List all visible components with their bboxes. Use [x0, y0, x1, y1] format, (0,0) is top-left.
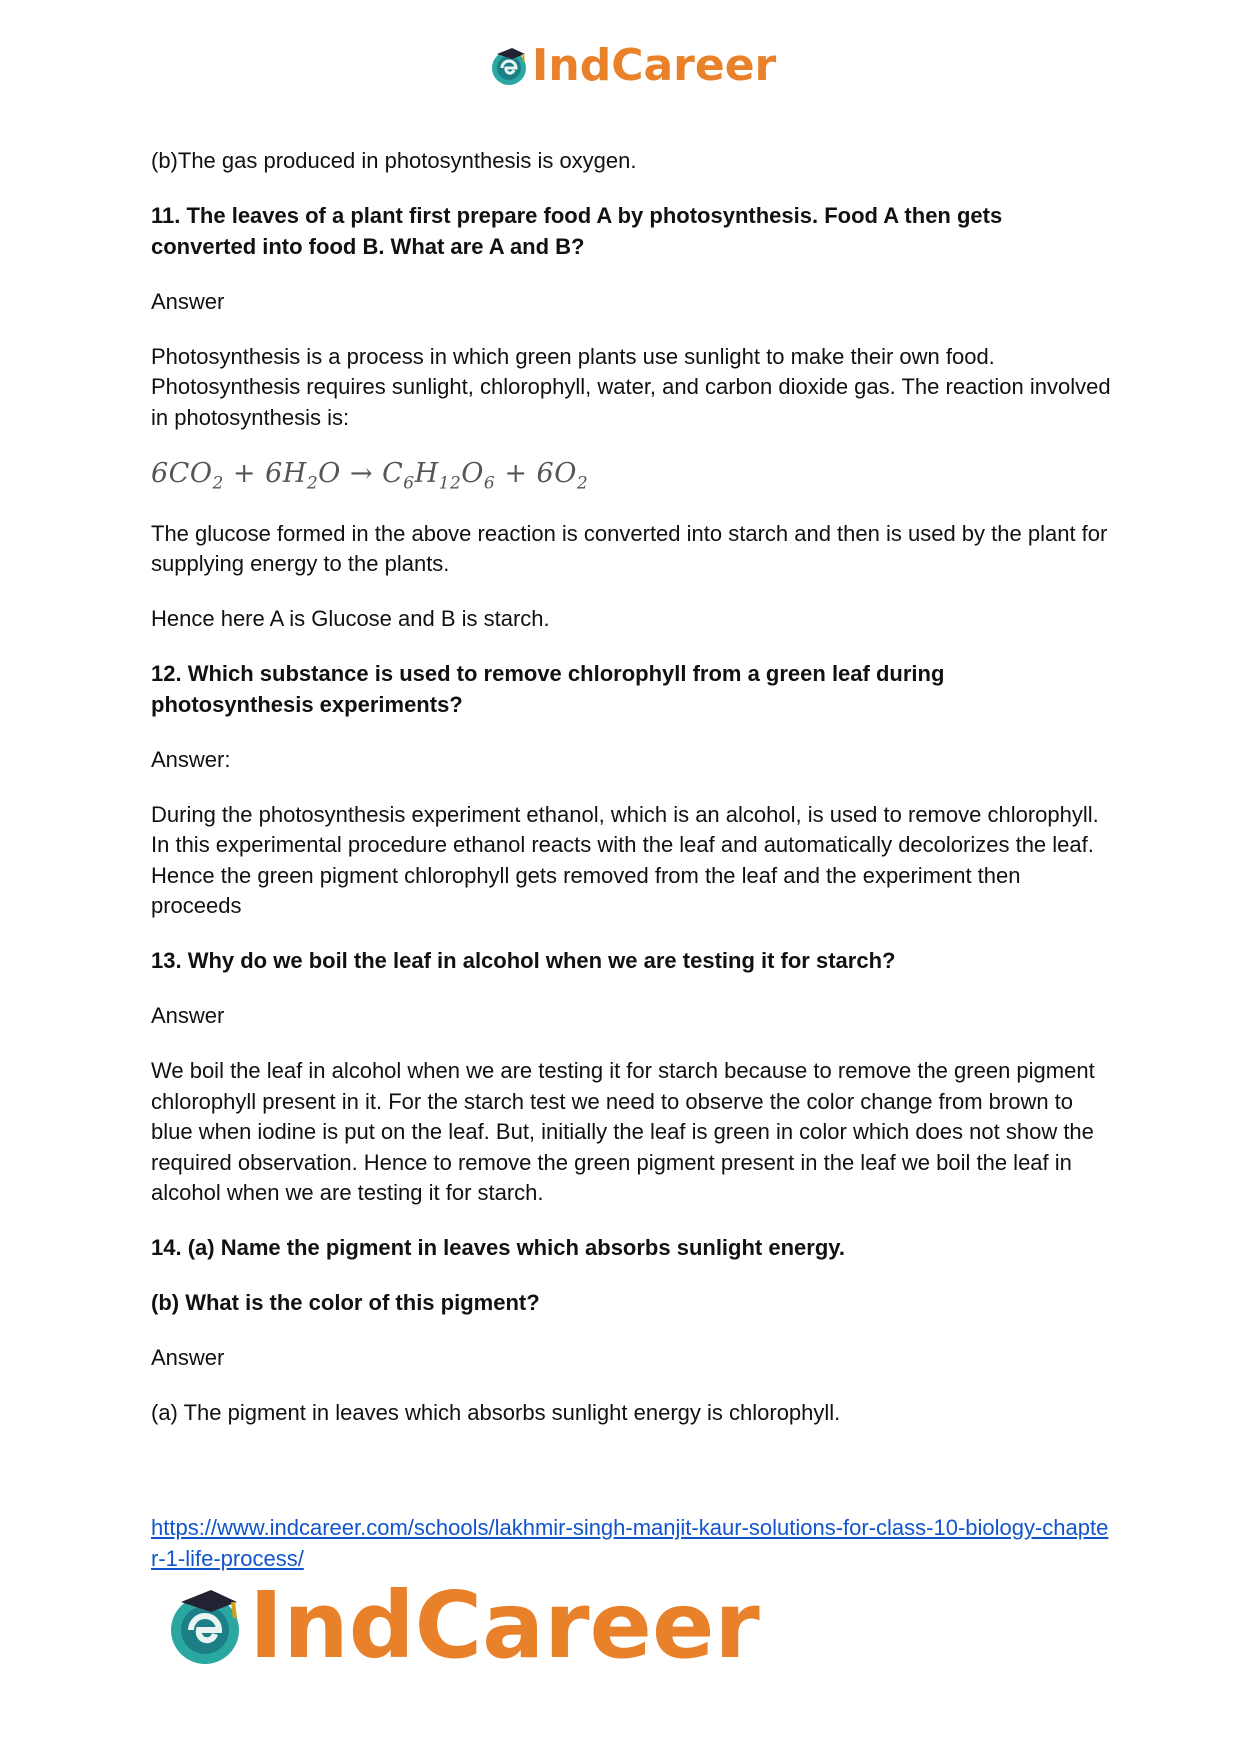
question-12: 12. Which substance is used to remove chlorophyll from a green leaf during photosynthesis experiments?: [151, 661, 945, 717]
answer-text: During the photosynthesis experiment ethanol, which is an alcohol, is used to remove chlorophyll. In this experimental procedure ethanol reacts with the leaf and automatically decolorizes the leaf. Hence the green pigment chlorophyll gets removed from the leaf and the experiment then proceeds: [151, 801, 1099, 919]
answer-text: Hence here A is Glucose and B is starch.: [151, 606, 550, 632]
footer-logo: [163, 1572, 760, 1679]
answer-text: (b)The gas produced in photosynthesis is oxygen.: [151, 148, 637, 173]
answer-text: The glucose formed in the above reaction is converted into starch and then is used by the plant for supplying energy to the plants.: [151, 520, 1108, 577]
photosynthesis-equation: $6CO_2 + 6H_2O \to C_6H_{12}O_6 + 6O_2$: [151, 457, 589, 493]
graduation-globe-icon: [488, 45, 530, 87]
question-14b: (b) What is the color of this pigment?: [151, 1290, 540, 1316]
question-14a: 14. (a) Name the pigment in leaves which absorbs sunlight energy.: [151, 1235, 845, 1261]
answer-label: Answer: [151, 1345, 225, 1371]
answer-text: Photosynthesis is a process in which green plants use sunlight to make their own food. Photosynthesis requires sunlight, chlorophyll, water, and carbon dioxide gas. The reaction involved in photosynthesis is:: [151, 343, 1111, 430]
header-logo-text: IndCareer: [532, 40, 777, 91]
answer-label: Answer: [151, 1003, 225, 1029]
header-logo: [488, 40, 776, 91]
main-content: [151, 146, 1111, 1453]
question-11: 11. The leaves of a plant first prepare food A by photosynthesis. Food A then gets converted into food B. What are A and B?: [151, 203, 1003, 259]
question-13: 13. Why do we boil the leaf in alcohol when we are testing it for starch?: [151, 948, 896, 974]
answer-text: We boil the leaf in alcohol when we are testing it for starch because to remove the green pigment chlorophyll present in it. For the starch test we need to observe the color change from brown to blue when iodine is put on the leaf. But, initially the leaf is green in color which does not show the required observation. Hence to remove the green pigment present in the leaf we boil the leaf in alcohol when we are testing it for starch.: [151, 1058, 1095, 1206]
footer-logo-text: IndCareer: [249, 1572, 760, 1679]
graduation-globe-icon: [163, 1584, 247, 1668]
answer-text: (a) The pigment in leaves which absorbs sunlight energy is chlorophyll.: [151, 1400, 841, 1426]
source-link[interactable]: https://www.indcareer.com/schools/lakhmir-singh-manjit-kaur-solutions-for-class-10-biology-chapter-1-life-process/: [151, 1515, 1109, 1571]
answer-label: Answer:: [151, 746, 231, 772]
answer-label: Answer: [151, 288, 225, 314]
